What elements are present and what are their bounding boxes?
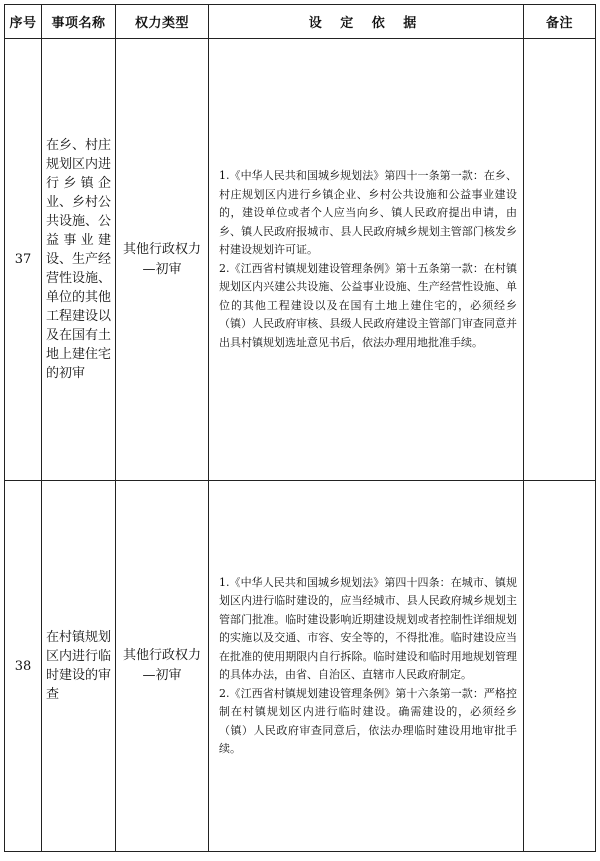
power-type: 其他行政权力—初审 <box>116 39 209 481</box>
power-type: 其他行政权力—初审 <box>116 481 209 852</box>
remark-cell <box>524 481 596 852</box>
basis-cell <box>209 481 524 852</box>
basis-clause: 2.《江西省村镇规划建设管理条例》第十五条第一款：在村镇规划区内兴建公共设施、公益事业设施、生产经营性设施、单位的其他工程建设以及在国有土地上建住宅的，必须经乡（镇）人民政府审核、县级人民政府建设主管部门审查同意并出具村镇规划选址意见书后，依法办理用地批准手续。 <box>219 261 517 349</box>
basis-clause: 1.《中华人民共和国城乡规划法》第四十一条第一款：在乡、村庄规划区内进行乡镇企业、乡村公共设施和公益事业建设的，建设单位或者个人应当向乡、镇人民政府提出申请，由乡、镇人民政府报城市、县人民政府城乡规划主管部门核发乡村建设规划许可证。 <box>219 169 517 256</box>
header-remark: 备注 <box>524 5 596 39</box>
header-basis: 设 定 依 据 <box>209 5 524 39</box>
item-name: 在乡、村庄规划区内进行乡镇企业、乡村公共设施、公益事业建设、生产经营性设施、单位的其他工程建设以及在国有土地上建住宅的初审 <box>42 39 116 481</box>
table-row <box>5 481 596 852</box>
row-number: 37 <box>5 39 42 481</box>
basis-cell <box>209 39 524 481</box>
header-power-type: 权力类型 <box>116 5 209 39</box>
table-row <box>5 39 596 481</box>
header-no: 序号 <box>5 5 42 39</box>
document-page <box>4 4 595 856</box>
power-list-table <box>4 4 596 852</box>
basis-clause: 1.《中华人民共和国城乡规划法》第四十四条：在城市、镇规划区内进行临时建设的，应当经城市、县人民政府城乡规划主管部门批准。临时建设影响近期建设规划或者控制性详细规划的实施以及交通、市容、安全等的，不得批准。临时建设应当在批准的使用期限内自行拆除。临时建设和临时用地规划管理的具体办法，由省、自治区、直辖市人民政府制定。 <box>219 575 517 681</box>
basis-clause: 2.《江西省村镇规划建设管理条例》第十六条第一款：严格控制在村镇规划区内进行临时建设。确需建设的，必须经乡（镇）人民政府审查同意后，依法办理临时建设用地审批手续。 <box>219 686 517 755</box>
item-name: 在村镇规划区内进行临时建设的审查 <box>42 481 116 852</box>
table-header-row <box>5 5 596 39</box>
row-number: 38 <box>5 481 42 852</box>
remark-cell <box>524 39 596 481</box>
header-item-name: 事项名称 <box>42 5 116 39</box>
